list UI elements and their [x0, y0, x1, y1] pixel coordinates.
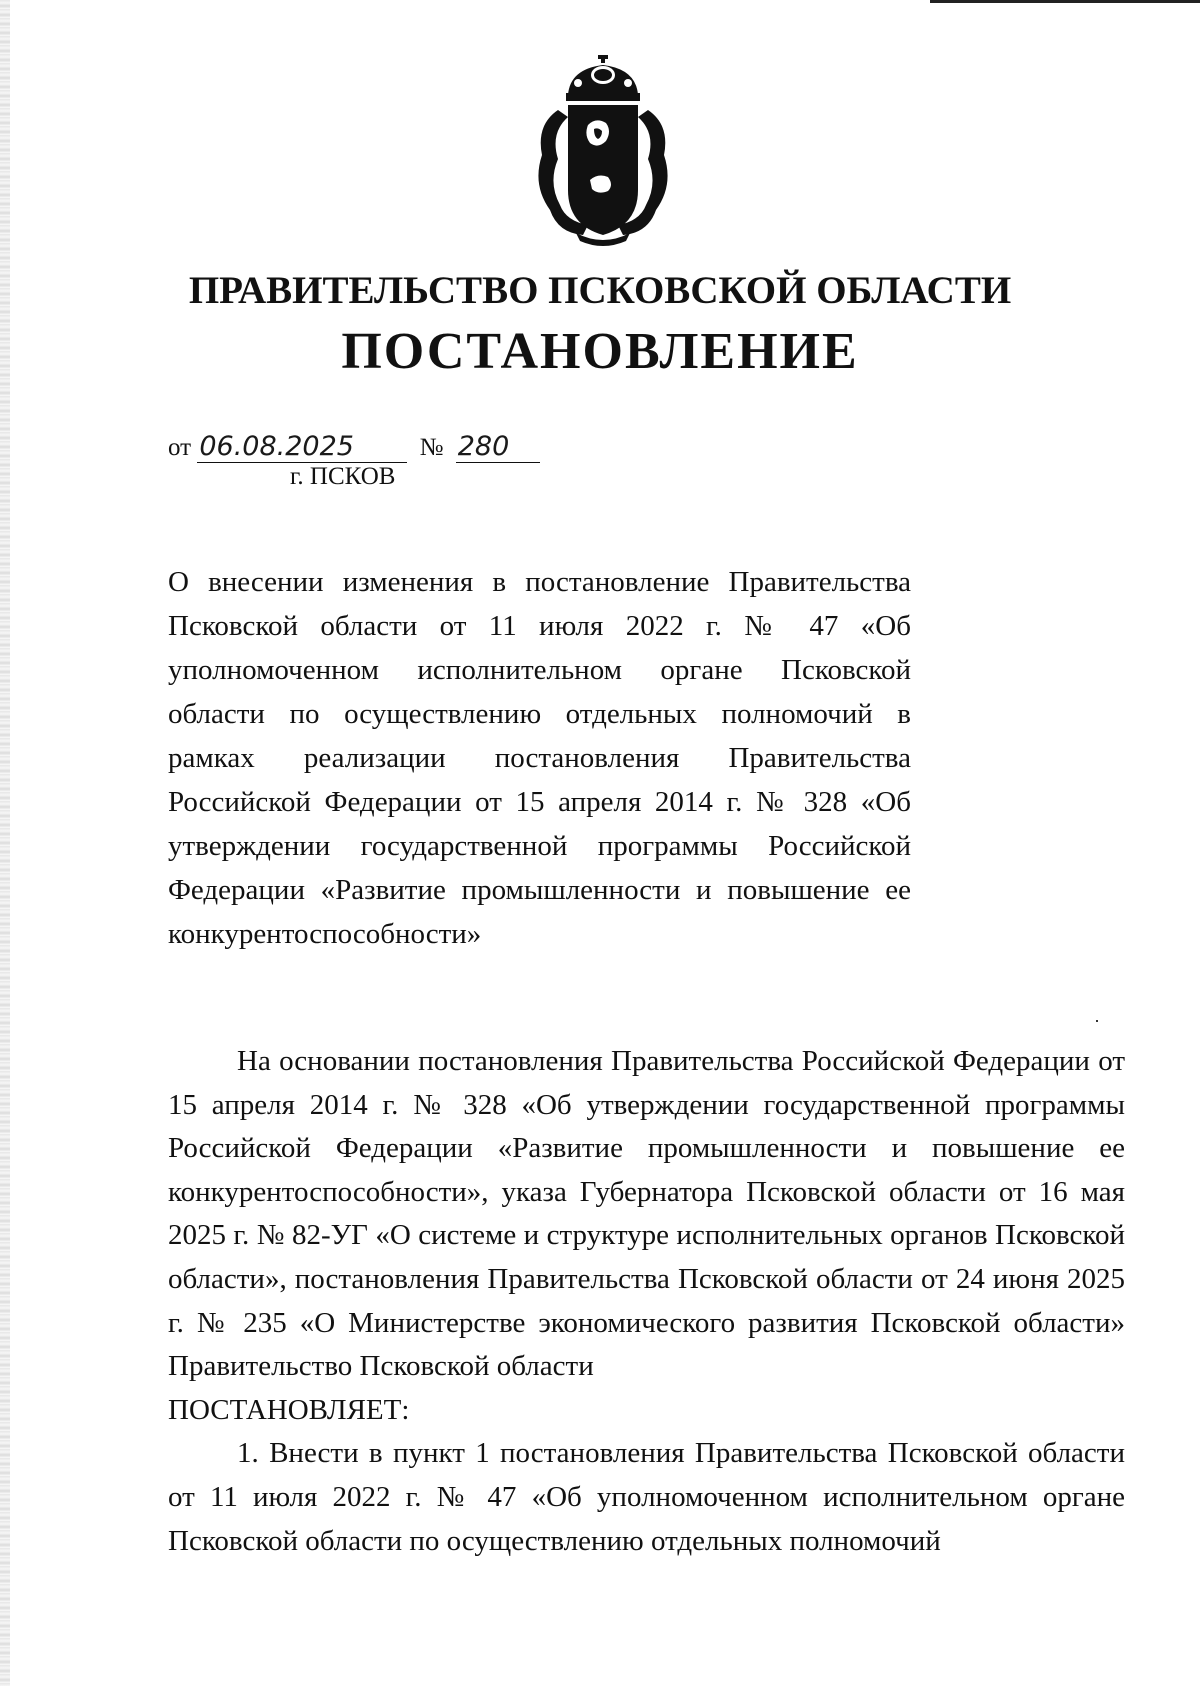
decree-date: 06.08.2025	[197, 432, 407, 463]
organization-title: ПРАВИТЕЛЬСТВО ПСКОВСКОЙ ОБЛАСТИ	[188, 269, 1012, 312]
city: г. ПСКОВ	[290, 463, 396, 490]
decree-meta	[168, 432, 540, 463]
preamble-text: На основании постановления Правительства Российской Федерации от 15 апреля 2014 г. № 328 «Об утверждении государственной программы Российской Федерации «Развитие промышленности и повышение ее конкурентоспособности», указа Губернатора Псковской области от 16 мая 2025 г. № 82-УГ «О системе и структуре исполнительных органов Псковской области», постановления Правительства Псковской области от 24 июня 2025 г. № 235 «О Министерстве экономического развития Псковской области» Правительство Псковской области	[168, 1045, 1125, 1383]
scan-top-line	[930, 0, 1200, 3]
document-type: ПОСТАНОВЛЕНИЕ	[341, 323, 859, 380]
decree-subject: О внесении изменения в постановление Правительства Псковской области от 11 июля 2022 г. № 47 «Об уполномоченном исполнительном органе Псковской области по осуществлению отдельных полномочий в рамках реализации постановления Правительства Российской Федерации от 15 апреля 2014 г. № 328 «Об утверждении государственной программы Российской Федерации «Развитие промышленности и повышение ее конкурентоспособности»	[168, 566, 911, 950]
date-label: от	[168, 434, 192, 461]
scan-edge	[0, 0, 10, 1686]
number-label: №	[419, 434, 444, 461]
scan-dot	[1096, 1020, 1098, 1022]
decree-number: 280	[456, 432, 540, 463]
resolves-word: ПОСТАНОВЛЯЕТ:	[168, 1393, 410, 1426]
pskov-coat-of-arms-icon	[528, 55, 678, 247]
item-1-paragraph: 1. Внести в пункт 1 постановления Правительства Псковской области от 11 июля 2022 г. № 47 «Об уполномоченном исполнительном органе Псковской области по осуществлению отдельных полномочий	[168, 1437, 1125, 1557]
preamble-paragraph	[168, 1040, 1125, 1389]
decree-body	[168, 1040, 1125, 1563]
